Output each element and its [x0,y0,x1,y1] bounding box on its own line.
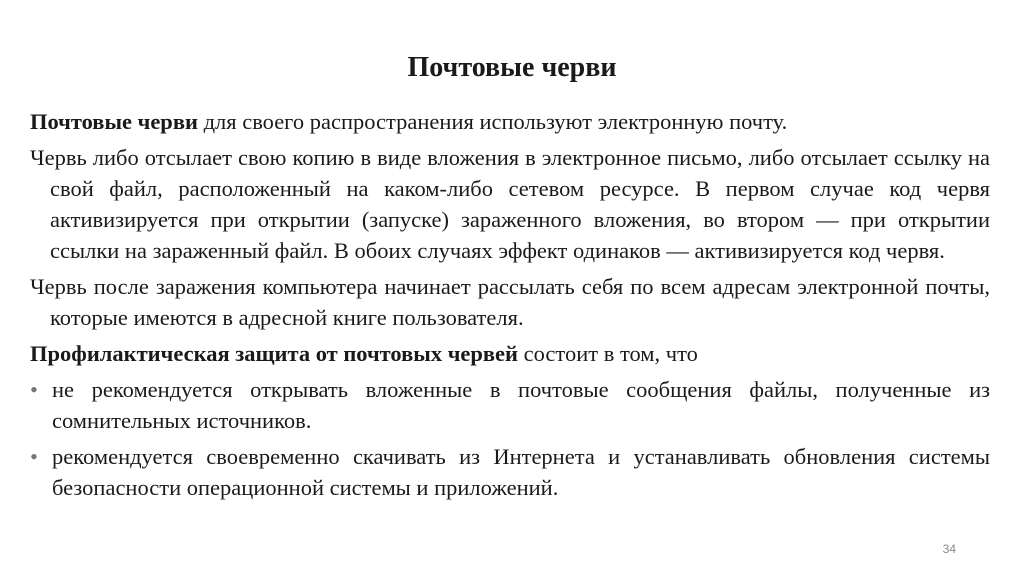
protection-text: состоит в том, что [518,341,698,366]
list-item-text: не рекомендуется открывать вложенные в почтовые сообщения файлы, полученные из сомнительных источников. [52,377,990,433]
bullet-icon: • [30,377,38,402]
bullet-icon: • [30,444,38,469]
list-item [30,441,990,503]
list-item [30,374,990,436]
intro-term: Почтовые черви [30,109,198,134]
page-number: 34 [942,542,956,556]
protection-term: Профилактическая защита от почтовых червей [30,341,518,366]
intro-text: для своего распространения используют электронную почту. [197,109,788,134]
slide-title: Почтовые черви [407,52,617,83]
slide-body [30,106,990,508]
paragraph-intro [30,106,990,137]
paragraph-protection [30,338,990,369]
paragraph-spread-method: Червь либо отсылает свою копию в виде вложения в электронное письмо, либо отсылает ссылку на свой файл, расположенный на каком-либо сетевом ресурсе. В первом случае код червя активизируется при открытии (запуске) зараженного вложения, во втором — при открытии ссылки на зараженный файл. В обоих случаях эффект одинаков — активизируется код червя. [30,145,990,263]
paragraph-after-infection: Червь после заражения компьютера начинает рассылать себя по всем адресам электронной почты, которые имеются в адресной книге пользователя. [30,274,990,330]
list-item-text: рекомендуется своевременно скачивать из Интернета и устанавливать обновления системы безопасности операционной системы и приложений. [52,444,990,500]
